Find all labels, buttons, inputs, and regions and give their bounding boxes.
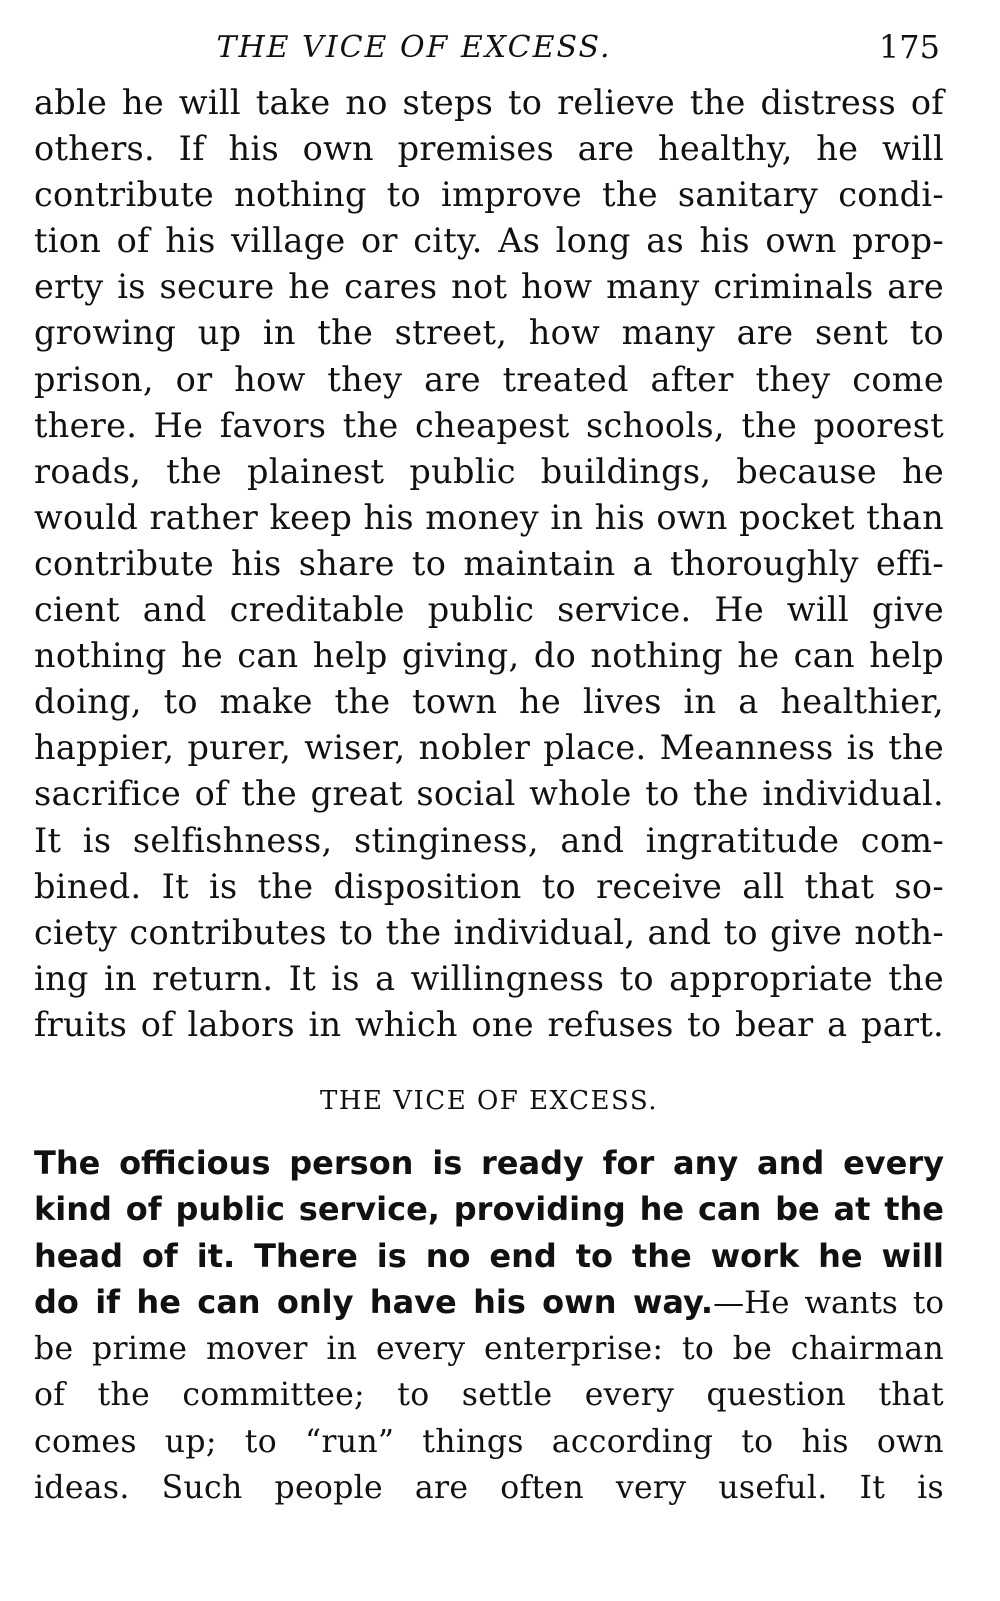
text-line: erty is secure he cares not how many criminals are	[34, 267, 944, 307]
text-line: of the committee; to settle every question that	[34, 1377, 944, 1414]
text-line: able he will take no steps to relieve the distress of	[34, 83, 944, 122]
text-line: doing, to make the town he lives in a healthier,	[34, 682, 944, 722]
text-line: cient and creditable public service. He will give	[34, 590, 944, 630]
text-line: nothing he can help giving, do nothing he can help	[34, 636, 944, 676]
bold-text-line: head of it. There is no end to the work he will	[34, 1236, 944, 1275]
text-line: be prime mover in every enterprise: to be chairman	[34, 1330, 944, 1367]
text-line: It is selfishness, stinginess, and ingratitude com-	[34, 820, 944, 860]
text-line: there. He favors the cheapest schools, the poorest	[34, 405, 944, 445]
mixed-text-line	[34, 1279, 944, 1326]
text-line: sacrifice of the great social whole to the individual.	[34, 774, 944, 814]
text-line: ing in return. It is a willingness to appropriate the	[34, 958, 944, 998]
text-line: contribute nothing to improve the sanitary condi-	[34, 175, 944, 215]
text-line: prison, or how they are treated after they come	[34, 359, 944, 399]
page-number: 175	[878, 28, 940, 66]
text-line: contribute his share to maintain a thoroughly effi-	[34, 543, 944, 583]
running-header	[34, 18, 944, 80]
bold-lead-in: do if he can only have his own way.	[34, 1283, 714, 1322]
text-line: happier, purer, wiser, nobler place. Meanness is the	[34, 728, 944, 768]
text-line: roads, the plainest public buildings, because he	[34, 451, 944, 491]
text-line: comes up; to “run” things according to his own	[34, 1423, 944, 1460]
paragraph-excess	[34, 1140, 944, 1512]
text-line: others. If his own premises are healthy, he will	[34, 129, 944, 169]
text-line: ideas. Such people are often very useful. It is	[34, 1470, 944, 1507]
text-line: ciety contributes to the individual, and to give noth-	[34, 912, 944, 952]
running-title: THE VICE OF EXCESS.	[216, 30, 612, 65]
text-line: growing up in the street, how many are sent to	[34, 313, 944, 353]
bold-text-line: kind of public service, providing he can be at the	[34, 1190, 944, 1229]
text-line: fruits of labors in which one refuses to bear a part.	[34, 1004, 944, 1044]
text-line: would rather keep his money in his own pocket than	[34, 497, 944, 537]
regular-continuation: —He wants to	[713, 1285, 944, 1322]
section-heading: THE VICE OF EXCESS.	[320, 1085, 658, 1116]
text-line: tion of his village or city. As long as his own prop-	[34, 221, 944, 261]
book-page	[34, 18, 944, 1512]
text-line: bined. It is the disposition to receive all that so-	[34, 866, 944, 906]
bold-text-line: The officious person is ready for any and every	[34, 1143, 944, 1182]
paragraph-meanness	[34, 80, 944, 1048]
